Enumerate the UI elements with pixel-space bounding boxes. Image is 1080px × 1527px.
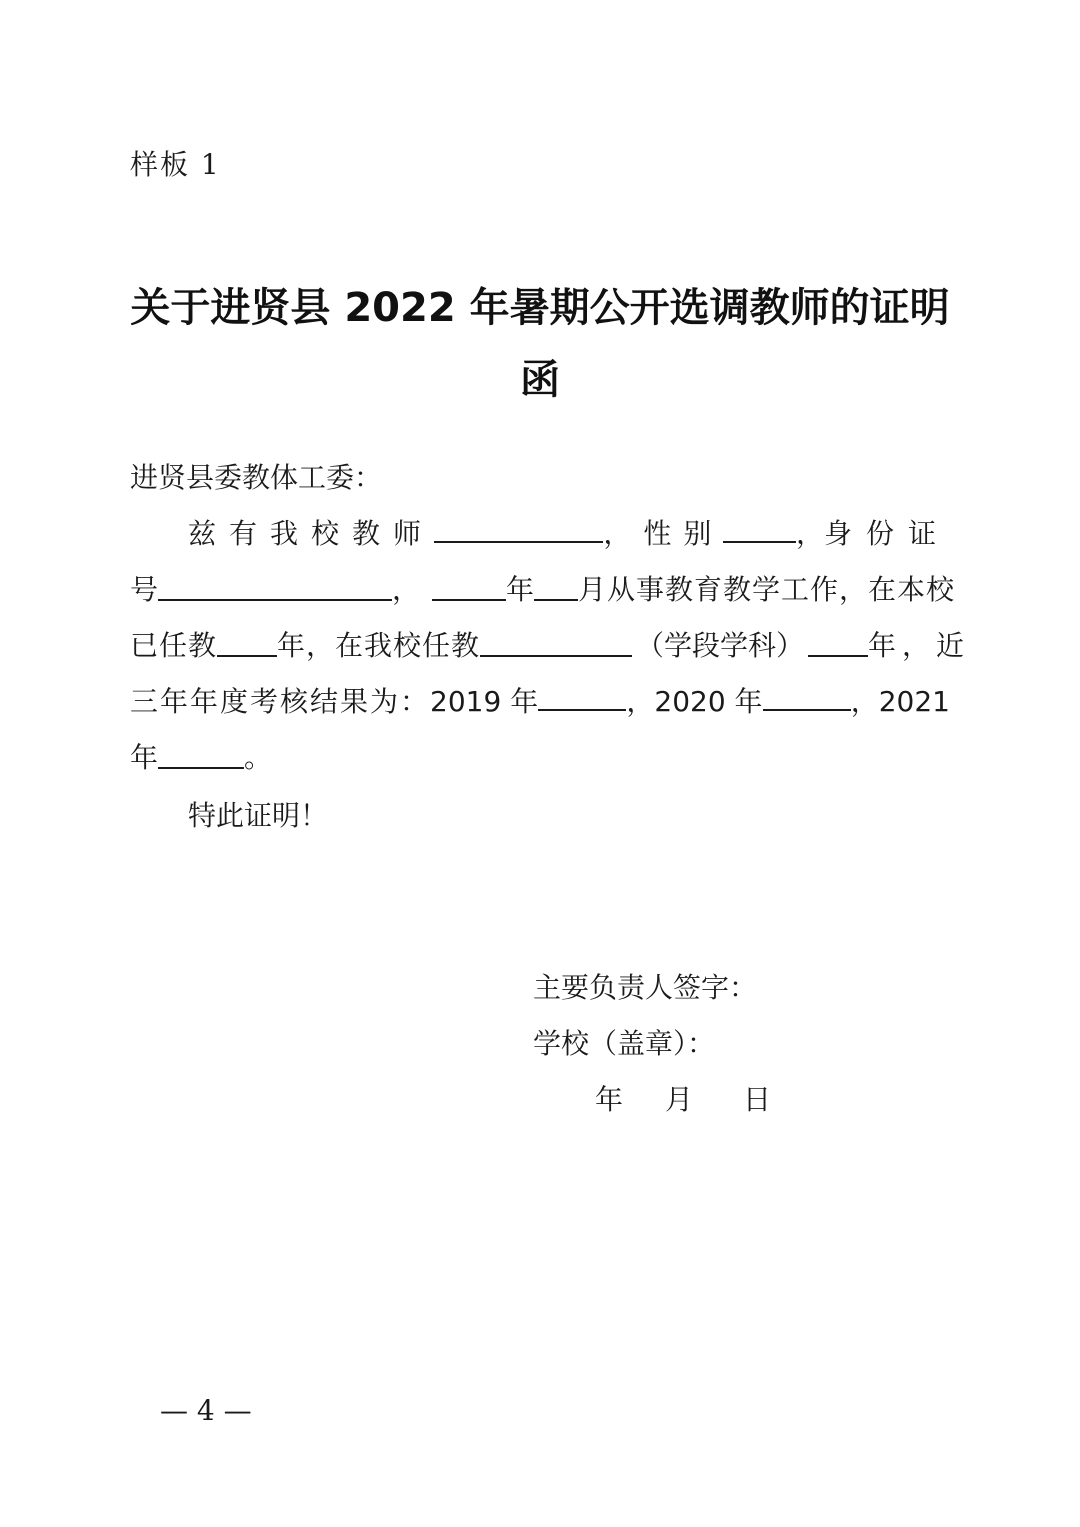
blank-years-taught[interactable]: [217, 625, 277, 657]
text-taught-subject: 年，在我校任教: [277, 629, 481, 662]
text-gender: ，性别: [603, 517, 724, 550]
date-year-label: 年: [595, 1083, 624, 1116]
blank-start-year[interactable]: [432, 569, 506, 601]
blank-result-2020[interactable]: [763, 679, 851, 711]
blank-teacher-name[interactable]: [434, 511, 603, 543]
paragraph-line-2: [130, 562, 956, 618]
text-comma: ，: [795, 517, 824, 550]
text-year-2021: 2021: [878, 685, 950, 718]
text-year-2019: 2019: [430, 685, 502, 718]
text-year: 年: [510, 685, 539, 718]
text-id-number: 号: [130, 573, 159, 606]
paragraph-line-4: [130, 674, 950, 730]
blank-subject[interactable]: [480, 625, 632, 657]
text-taught-here: 已任教: [130, 629, 218, 662]
paragraph-line-5: [130, 730, 950, 786]
text-work-start: 月从事教育教学工作，在本校: [578, 573, 956, 606]
salutation: 进贤县委教体工委：: [130, 461, 383, 494]
blank-result-2021[interactable]: [158, 737, 244, 769]
sample-label: 样板 1: [130, 148, 221, 181]
text-assessment: 三年年度考核结果为：: [130, 685, 431, 718]
blank-result-2019[interactable]: [538, 679, 626, 711]
blank-start-month[interactable]: [534, 569, 578, 601]
paragraph-line-1: [130, 506, 950, 562]
title-line-1: 关于进贤县 2022 年暑期公开选调教师的证明: [130, 285, 950, 331]
blank-id-number[interactable]: [158, 569, 392, 601]
text-comma: ，: [392, 573, 421, 606]
text-period: 。: [244, 741, 273, 774]
text-year-2020: 2020: [654, 685, 726, 718]
paragraph-line-3: [130, 618, 971, 674]
text-year: 年: [506, 573, 535, 606]
text-stage-subject: （学段学科）: [636, 629, 805, 662]
text-id-card: 身份证: [823, 517, 950, 550]
text-comma: ，: [850, 685, 879, 718]
text-year: 年: [130, 741, 159, 774]
closing-statement: 特此证明！: [188, 799, 329, 832]
blank-gender[interactable]: [723, 511, 796, 543]
text-teacher-intro: 兹有我校教师: [188, 517, 435, 550]
school-seal-label: 学校（盖章）：: [533, 1027, 716, 1060]
text-year: 年: [734, 685, 763, 718]
page-number: — 4 —: [160, 1394, 252, 1427]
document-title: [120, 272, 960, 416]
text-recent: 年，近: [868, 629, 971, 662]
text-comma: ，: [626, 685, 655, 718]
date-day-label: 日: [743, 1083, 772, 1116]
title-line-2: 函: [520, 357, 560, 403]
date-line: [595, 1078, 771, 1118]
date-month-label: 月: [665, 1083, 694, 1116]
blank-subject-years[interactable]: [808, 625, 868, 657]
leader-signature-label: 主要负责人签字：: [533, 971, 758, 1004]
